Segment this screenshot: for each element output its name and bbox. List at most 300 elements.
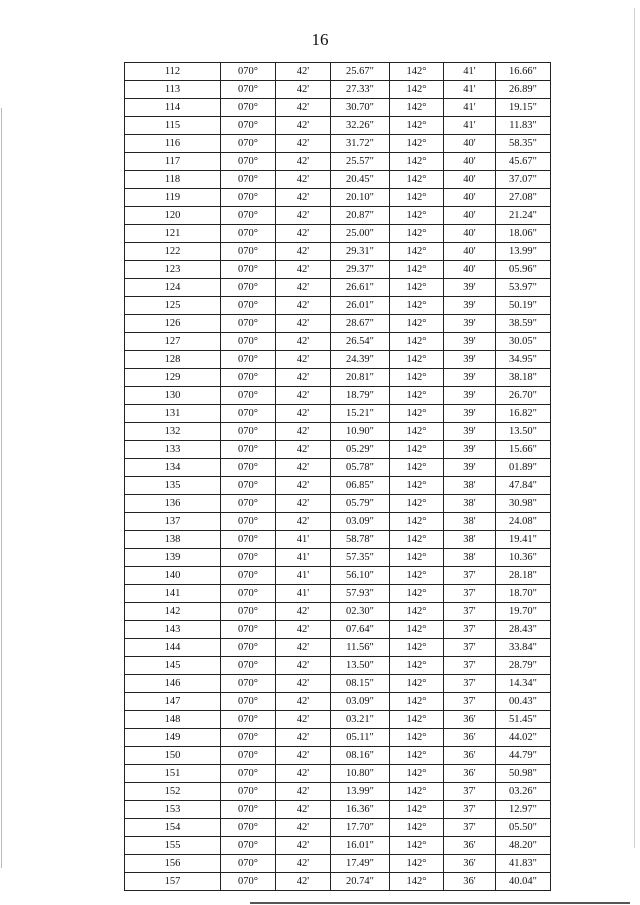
lon-seconds-cell: 26.89"	[496, 81, 551, 99]
lon-seconds-cell: 13.99"	[496, 243, 551, 261]
lon-minutes-cell: 37'	[444, 567, 496, 585]
point-number-cell: 155	[125, 837, 221, 855]
lon-seconds-cell: 11.83"	[496, 117, 551, 135]
lat-seconds-cell: 26.01"	[331, 297, 390, 315]
lat-degrees-cell: 070°	[221, 567, 276, 585]
table-row	[125, 531, 551, 549]
lon-minutes-cell: 40'	[444, 207, 496, 225]
lat-minutes-cell: 42'	[276, 459, 331, 477]
lat-degrees-cell: 070°	[221, 747, 276, 765]
point-number-cell: 113	[125, 81, 221, 99]
lat-seconds-cell: 29.31"	[331, 243, 390, 261]
lat-seconds-cell: 20.74"	[331, 873, 390, 891]
lon-degrees-cell: 142°	[390, 441, 444, 459]
lat-minutes-cell: 42'	[276, 351, 331, 369]
lon-minutes-cell: 40'	[444, 171, 496, 189]
lat-seconds-cell: 17.49"	[331, 855, 390, 873]
point-number-cell: 121	[125, 225, 221, 243]
lat-minutes-cell: 42'	[276, 297, 331, 315]
lat-degrees-cell: 070°	[221, 603, 276, 621]
table-row	[125, 693, 551, 711]
page-edge-right	[634, 8, 635, 848]
table-row	[125, 873, 551, 891]
lat-degrees-cell: 070°	[221, 279, 276, 297]
lon-minutes-cell: 39'	[444, 315, 496, 333]
lat-seconds-cell: 24.39"	[331, 351, 390, 369]
lon-minutes-cell: 37'	[444, 675, 496, 693]
lon-degrees-cell: 142°	[390, 603, 444, 621]
lon-minutes-cell: 41'	[444, 63, 496, 81]
lat-minutes-cell: 42'	[276, 819, 331, 837]
table-row	[125, 405, 551, 423]
lon-minutes-cell: 37'	[444, 801, 496, 819]
lon-seconds-cell: 58.35"	[496, 135, 551, 153]
lat-degrees-cell: 070°	[221, 711, 276, 729]
table-row	[125, 81, 551, 99]
lon-degrees-cell: 142°	[390, 567, 444, 585]
lat-degrees-cell: 070°	[221, 207, 276, 225]
table-row	[125, 423, 551, 441]
table-row	[125, 99, 551, 117]
lon-degrees-cell: 142°	[390, 495, 444, 513]
lat-seconds-cell: 02.30"	[331, 603, 390, 621]
lat-seconds-cell: 57.35"	[331, 549, 390, 567]
lon-minutes-cell: 36'	[444, 729, 496, 747]
lat-degrees-cell: 070°	[221, 477, 276, 495]
lat-seconds-cell: 05.78"	[331, 459, 390, 477]
table-row	[125, 675, 551, 693]
lon-degrees-cell: 142°	[390, 63, 444, 81]
lat-minutes-cell: 42'	[276, 675, 331, 693]
lat-minutes-cell: 42'	[276, 225, 331, 243]
point-number-cell: 124	[125, 279, 221, 297]
table-row	[125, 225, 551, 243]
point-number-cell: 120	[125, 207, 221, 225]
lon-minutes-cell: 40'	[444, 153, 496, 171]
lon-minutes-cell: 37'	[444, 819, 496, 837]
table-row	[125, 801, 551, 819]
lon-seconds-cell: 28.79"	[496, 657, 551, 675]
lon-seconds-cell: 26.70"	[496, 387, 551, 405]
lat-seconds-cell: 57.93"	[331, 585, 390, 603]
lon-degrees-cell: 142°	[390, 225, 444, 243]
table-row	[125, 63, 551, 81]
lon-minutes-cell: 39'	[444, 441, 496, 459]
lon-degrees-cell: 142°	[390, 243, 444, 261]
table-row	[125, 279, 551, 297]
lon-minutes-cell: 38'	[444, 513, 496, 531]
lat-minutes-cell: 42'	[276, 189, 331, 207]
table-row	[125, 135, 551, 153]
table-row	[125, 729, 551, 747]
lat-degrees-cell: 070°	[221, 99, 276, 117]
lat-seconds-cell: 27.33"	[331, 81, 390, 99]
lat-minutes-cell: 42'	[276, 207, 331, 225]
lat-minutes-cell: 42'	[276, 423, 331, 441]
lon-degrees-cell: 142°	[390, 459, 444, 477]
lat-seconds-cell: 32.26"	[331, 117, 390, 135]
lon-seconds-cell: 19.41"	[496, 531, 551, 549]
lat-degrees-cell: 070°	[221, 765, 276, 783]
lon-seconds-cell: 44.02"	[496, 729, 551, 747]
lon-seconds-cell: 30.98"	[496, 495, 551, 513]
table-row	[125, 315, 551, 333]
lon-minutes-cell: 36'	[444, 873, 496, 891]
lat-minutes-cell: 42'	[276, 693, 331, 711]
lat-degrees-cell: 070°	[221, 837, 276, 855]
table-row	[125, 585, 551, 603]
table-row	[125, 603, 551, 621]
lat-minutes-cell: 42'	[276, 315, 331, 333]
lon-seconds-cell: 03.26"	[496, 783, 551, 801]
lat-minutes-cell: 41'	[276, 531, 331, 549]
lon-minutes-cell: 39'	[444, 279, 496, 297]
lat-seconds-cell: 25.67"	[331, 63, 390, 81]
lon-seconds-cell: 50.98"	[496, 765, 551, 783]
lon-degrees-cell: 142°	[390, 477, 444, 495]
lon-seconds-cell: 01.89"	[496, 459, 551, 477]
lon-minutes-cell: 38'	[444, 531, 496, 549]
lon-minutes-cell: 40'	[444, 243, 496, 261]
lat-minutes-cell: 41'	[276, 549, 331, 567]
lat-degrees-cell: 070°	[221, 369, 276, 387]
lat-degrees-cell: 070°	[221, 225, 276, 243]
point-number-cell: 139	[125, 549, 221, 567]
lat-degrees-cell: 070°	[221, 639, 276, 657]
lat-degrees-cell: 070°	[221, 621, 276, 639]
lat-degrees-cell: 070°	[221, 81, 276, 99]
lat-seconds-cell: 20.10"	[331, 189, 390, 207]
point-number-cell: 117	[125, 153, 221, 171]
lat-minutes-cell: 42'	[276, 621, 331, 639]
lon-minutes-cell: 36'	[444, 765, 496, 783]
lon-minutes-cell: 37'	[444, 585, 496, 603]
lat-minutes-cell: 42'	[276, 261, 331, 279]
lon-degrees-cell: 142°	[390, 423, 444, 441]
lat-minutes-cell: 42'	[276, 279, 331, 297]
lat-degrees-cell: 070°	[221, 495, 276, 513]
lat-minutes-cell: 42'	[276, 855, 331, 873]
lat-degrees-cell: 070°	[221, 333, 276, 351]
lat-minutes-cell: 42'	[276, 117, 331, 135]
lat-degrees-cell: 070°	[221, 423, 276, 441]
lon-degrees-cell: 142°	[390, 153, 444, 171]
lat-minutes-cell: 42'	[276, 333, 331, 351]
lon-seconds-cell: 05.96"	[496, 261, 551, 279]
lon-minutes-cell: 39'	[444, 459, 496, 477]
lat-seconds-cell: 06.85"	[331, 477, 390, 495]
lon-minutes-cell: 40'	[444, 189, 496, 207]
lon-seconds-cell: 19.15"	[496, 99, 551, 117]
point-number-cell: 112	[125, 63, 221, 81]
lat-degrees-cell: 070°	[221, 387, 276, 405]
lon-minutes-cell: 39'	[444, 369, 496, 387]
lon-seconds-cell: 33.84"	[496, 639, 551, 657]
lon-minutes-cell: 41'	[444, 99, 496, 117]
lat-seconds-cell: 07.64"	[331, 621, 390, 639]
lat-minutes-cell: 42'	[276, 495, 331, 513]
lon-degrees-cell: 142°	[390, 585, 444, 603]
lat-degrees-cell: 070°	[221, 405, 276, 423]
lon-degrees-cell: 142°	[390, 117, 444, 135]
lon-seconds-cell: 16.66"	[496, 63, 551, 81]
lat-minutes-cell: 42'	[276, 639, 331, 657]
table-row	[125, 369, 551, 387]
lon-seconds-cell: 51.45"	[496, 711, 551, 729]
table-row	[125, 459, 551, 477]
lat-seconds-cell: 56.10"	[331, 567, 390, 585]
point-number-cell: 154	[125, 819, 221, 837]
table-row	[125, 117, 551, 135]
point-number-cell: 141	[125, 585, 221, 603]
lon-minutes-cell: 39'	[444, 333, 496, 351]
lat-minutes-cell: 42'	[276, 873, 331, 891]
lon-degrees-cell: 142°	[390, 657, 444, 675]
lon-seconds-cell: 45.67"	[496, 153, 551, 171]
lon-degrees-cell: 142°	[390, 747, 444, 765]
lon-seconds-cell: 05.50"	[496, 819, 551, 837]
table-row	[125, 171, 551, 189]
lat-seconds-cell: 28.67"	[331, 315, 390, 333]
lon-seconds-cell: 38.59"	[496, 315, 551, 333]
table-row	[125, 207, 551, 225]
point-number-cell: 119	[125, 189, 221, 207]
lat-minutes-cell: 42'	[276, 837, 331, 855]
lon-degrees-cell: 142°	[390, 783, 444, 801]
table-row	[125, 855, 551, 873]
lon-degrees-cell: 142°	[390, 639, 444, 657]
table-row	[125, 639, 551, 657]
table-row	[125, 837, 551, 855]
lat-seconds-cell: 26.61"	[331, 279, 390, 297]
lon-minutes-cell: 38'	[444, 495, 496, 513]
lat-degrees-cell: 070°	[221, 549, 276, 567]
point-number-cell: 142	[125, 603, 221, 621]
lon-seconds-cell: 18.70"	[496, 585, 551, 603]
lon-minutes-cell: 39'	[444, 351, 496, 369]
point-number-cell: 127	[125, 333, 221, 351]
bottom-rule	[250, 902, 630, 904]
lat-minutes-cell: 42'	[276, 369, 331, 387]
lon-minutes-cell: 41'	[444, 81, 496, 99]
lon-degrees-cell: 142°	[390, 873, 444, 891]
lon-degrees-cell: 142°	[390, 531, 444, 549]
point-number-cell: 153	[125, 801, 221, 819]
table-row	[125, 387, 551, 405]
lat-seconds-cell: 05.11"	[331, 729, 390, 747]
point-number-cell: 132	[125, 423, 221, 441]
lon-seconds-cell: 13.50"	[496, 423, 551, 441]
lon-degrees-cell: 142°	[390, 333, 444, 351]
lon-degrees-cell: 142°	[390, 765, 444, 783]
lat-minutes-cell: 42'	[276, 747, 331, 765]
lon-seconds-cell: 40.04"	[496, 873, 551, 891]
lon-degrees-cell: 142°	[390, 819, 444, 837]
lat-degrees-cell: 070°	[221, 441, 276, 459]
lat-degrees-cell: 070°	[221, 153, 276, 171]
table-row	[125, 765, 551, 783]
lon-degrees-cell: 142°	[390, 693, 444, 711]
lon-degrees-cell: 142°	[390, 837, 444, 855]
lon-degrees-cell: 142°	[390, 351, 444, 369]
point-number-cell: 136	[125, 495, 221, 513]
lat-seconds-cell: 13.99"	[331, 783, 390, 801]
lat-seconds-cell: 26.54"	[331, 333, 390, 351]
lon-minutes-cell: 36'	[444, 837, 496, 855]
lon-seconds-cell: 15.66"	[496, 441, 551, 459]
lat-degrees-cell: 070°	[221, 801, 276, 819]
lat-minutes-cell: 42'	[276, 405, 331, 423]
lat-degrees-cell: 070°	[221, 819, 276, 837]
point-number-cell: 143	[125, 621, 221, 639]
lat-degrees-cell: 070°	[221, 657, 276, 675]
lat-minutes-cell: 42'	[276, 801, 331, 819]
lat-seconds-cell: 25.00"	[331, 225, 390, 243]
lon-seconds-cell: 27.08"	[496, 189, 551, 207]
point-number-cell: 116	[125, 135, 221, 153]
point-number-cell: 138	[125, 531, 221, 549]
point-number-cell: 133	[125, 441, 221, 459]
lon-minutes-cell: 39'	[444, 387, 496, 405]
point-number-cell: 128	[125, 351, 221, 369]
lon-degrees-cell: 142°	[390, 675, 444, 693]
lon-minutes-cell: 36'	[444, 747, 496, 765]
lon-minutes-cell: 38'	[444, 549, 496, 567]
lon-degrees-cell: 142°	[390, 171, 444, 189]
point-number-cell: 135	[125, 477, 221, 495]
lat-degrees-cell: 070°	[221, 243, 276, 261]
lon-minutes-cell: 37'	[444, 657, 496, 675]
lon-degrees-cell: 142°	[390, 81, 444, 99]
lat-seconds-cell: 29.37"	[331, 261, 390, 279]
table-row	[125, 567, 551, 585]
lat-degrees-cell: 070°	[221, 513, 276, 531]
point-number-cell: 150	[125, 747, 221, 765]
lat-minutes-cell: 42'	[276, 135, 331, 153]
table-row	[125, 783, 551, 801]
lon-degrees-cell: 142°	[390, 513, 444, 531]
lat-seconds-cell: 17.70"	[331, 819, 390, 837]
table-row	[125, 297, 551, 315]
lat-degrees-cell: 070°	[221, 189, 276, 207]
lon-minutes-cell: 37'	[444, 693, 496, 711]
lon-minutes-cell: 36'	[444, 855, 496, 873]
table-row	[125, 441, 551, 459]
page-edge-left	[1, 108, 2, 868]
lon-degrees-cell: 142°	[390, 99, 444, 117]
lon-degrees-cell: 142°	[390, 729, 444, 747]
point-number-cell: 126	[125, 315, 221, 333]
table-row	[125, 495, 551, 513]
point-number-cell: 118	[125, 171, 221, 189]
lon-degrees-cell: 142°	[390, 405, 444, 423]
point-number-cell: 131	[125, 405, 221, 423]
lat-seconds-cell: 16.36"	[331, 801, 390, 819]
lon-seconds-cell: 47.84"	[496, 477, 551, 495]
table-row	[125, 819, 551, 837]
lon-degrees-cell: 142°	[390, 549, 444, 567]
lon-minutes-cell: 39'	[444, 423, 496, 441]
lat-degrees-cell: 070°	[221, 729, 276, 747]
table-row	[125, 261, 551, 279]
lon-minutes-cell: 39'	[444, 405, 496, 423]
lon-minutes-cell: 36'	[444, 711, 496, 729]
point-number-cell: 129	[125, 369, 221, 387]
lon-minutes-cell: 37'	[444, 783, 496, 801]
lat-seconds-cell: 25.57"	[331, 153, 390, 171]
table-row	[125, 189, 551, 207]
lon-seconds-cell: 21.24"	[496, 207, 551, 225]
lat-degrees-cell: 070°	[221, 693, 276, 711]
lon-degrees-cell: 142°	[390, 135, 444, 153]
lat-minutes-cell: 42'	[276, 99, 331, 117]
lon-seconds-cell: 34.95"	[496, 351, 551, 369]
lon-seconds-cell: 00.43"	[496, 693, 551, 711]
lat-minutes-cell: 42'	[276, 603, 331, 621]
lat-seconds-cell: 10.90"	[331, 423, 390, 441]
lon-seconds-cell: 16.82"	[496, 405, 551, 423]
lat-seconds-cell: 05.79"	[331, 495, 390, 513]
lon-minutes-cell: 40'	[444, 225, 496, 243]
lat-degrees-cell: 070°	[221, 675, 276, 693]
coordinates-table-body	[125, 63, 551, 891]
lat-seconds-cell: 05.29"	[331, 441, 390, 459]
lat-minutes-cell: 42'	[276, 63, 331, 81]
lat-seconds-cell: 20.81"	[331, 369, 390, 387]
lon-seconds-cell: 28.43"	[496, 621, 551, 639]
lat-seconds-cell: 18.79"	[331, 387, 390, 405]
lon-degrees-cell: 142°	[390, 315, 444, 333]
point-number-cell: 156	[125, 855, 221, 873]
lat-degrees-cell: 070°	[221, 261, 276, 279]
lon-degrees-cell: 142°	[390, 855, 444, 873]
page-number: 16	[311, 30, 329, 49]
lat-seconds-cell: 31.72"	[331, 135, 390, 153]
lon-minutes-cell: 41'	[444, 117, 496, 135]
lat-seconds-cell: 16.01"	[331, 837, 390, 855]
coordinates-table	[124, 62, 551, 891]
lon-degrees-cell: 142°	[390, 207, 444, 225]
lat-seconds-cell: 30.70"	[331, 99, 390, 117]
lon-seconds-cell: 28.18"	[496, 567, 551, 585]
point-number-cell: 122	[125, 243, 221, 261]
point-number-cell: 144	[125, 639, 221, 657]
table-row	[125, 621, 551, 639]
point-number-cell: 145	[125, 657, 221, 675]
table-row	[125, 513, 551, 531]
lat-minutes-cell: 42'	[276, 765, 331, 783]
lat-seconds-cell: 03.21"	[331, 711, 390, 729]
table-row	[125, 711, 551, 729]
lat-seconds-cell: 13.50"	[331, 657, 390, 675]
lon-degrees-cell: 142°	[390, 621, 444, 639]
point-number-cell: 123	[125, 261, 221, 279]
table-row	[125, 477, 551, 495]
lat-minutes-cell: 41'	[276, 567, 331, 585]
point-number-cell: 146	[125, 675, 221, 693]
lon-seconds-cell: 14.34"	[496, 675, 551, 693]
lon-degrees-cell: 142°	[390, 189, 444, 207]
lon-minutes-cell: 40'	[444, 135, 496, 153]
lat-degrees-cell: 070°	[221, 459, 276, 477]
lat-seconds-cell: 58.78"	[331, 531, 390, 549]
lon-seconds-cell: 30.05"	[496, 333, 551, 351]
lon-seconds-cell: 48.20"	[496, 837, 551, 855]
lon-degrees-cell: 142°	[390, 801, 444, 819]
lon-minutes-cell: 37'	[444, 639, 496, 657]
lon-seconds-cell: 38.18"	[496, 369, 551, 387]
lat-minutes-cell: 42'	[276, 729, 331, 747]
